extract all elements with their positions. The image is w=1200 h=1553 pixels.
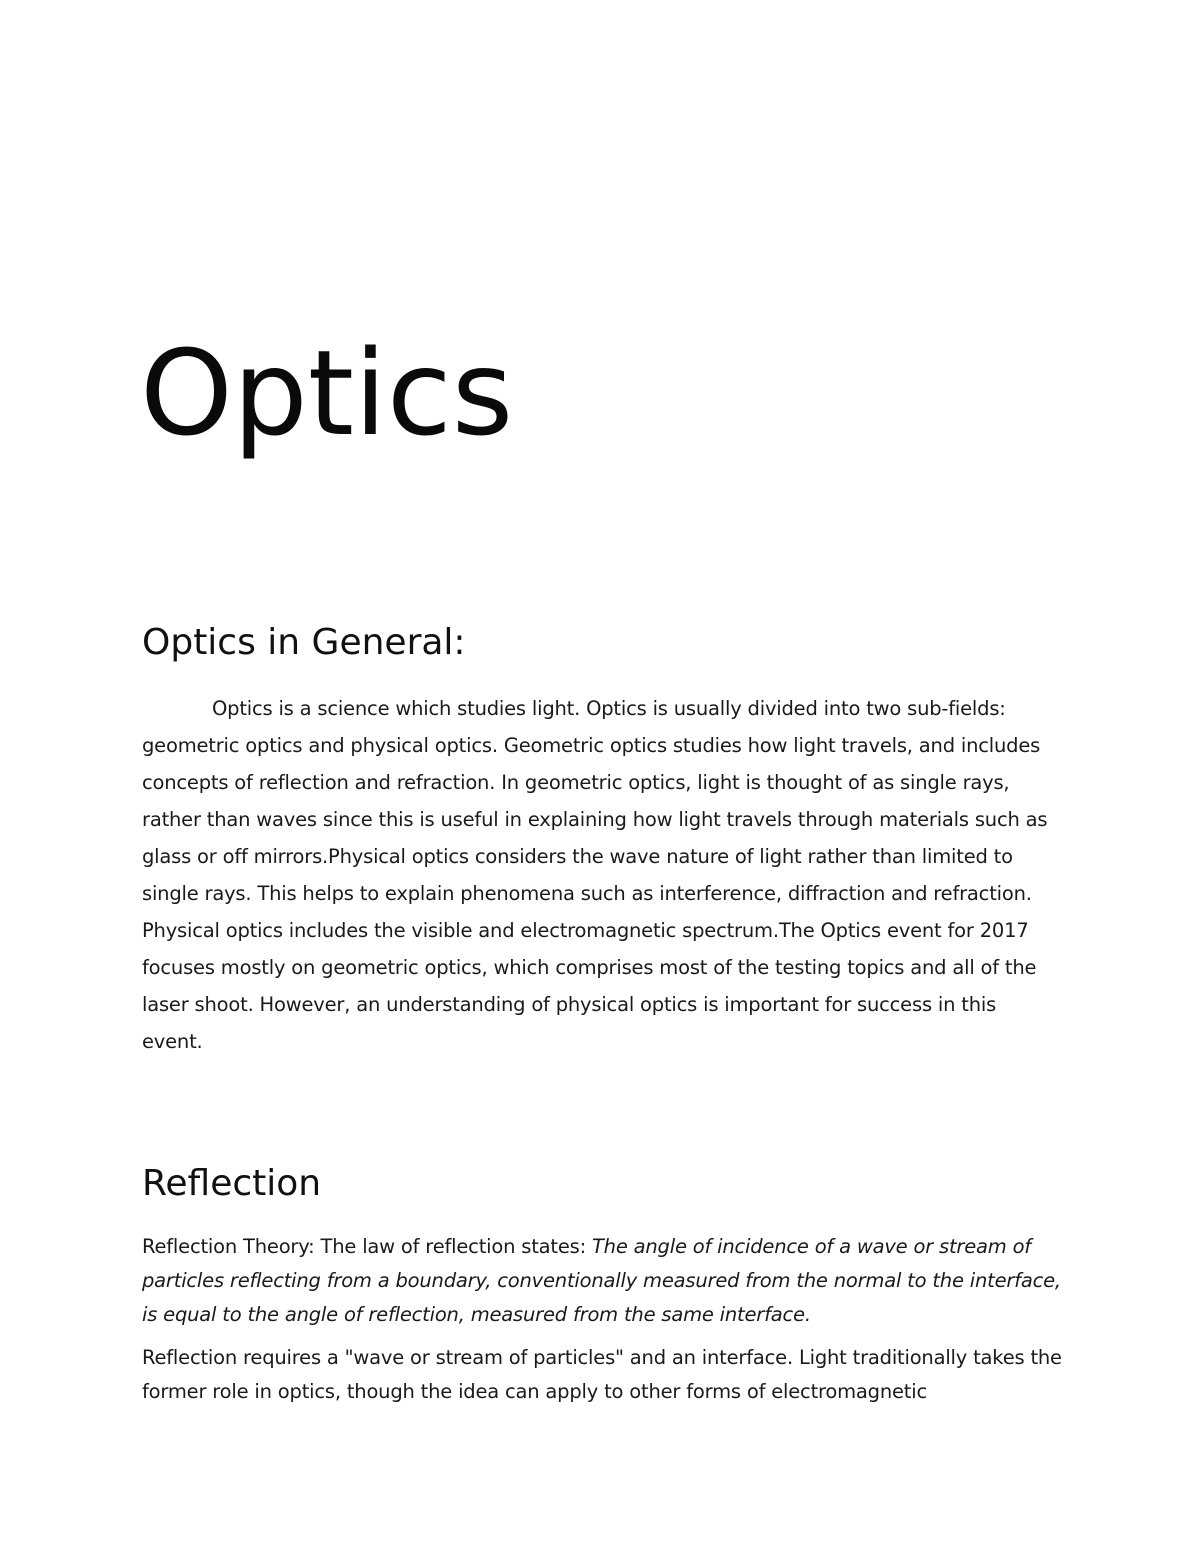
reflection-body-paragraph: Reflection requires a "wave or stream of particles" and an interface. Light traditionally takes the former role in optics, though the idea can apply to other forms of electromagnetic: [142, 1346, 1062, 1403]
reflection-law-quote: The angle of incidence of a wave or stream of particles reflecting from a boundary, conventionally measured from the normal to the interface, is equal to the angle of reflection, measured from the same interface.: [142, 1235, 1061, 1326]
document-title: Optics: [140, 324, 514, 462]
section-heading-general: Optics in General:: [142, 622, 466, 663]
reflection-theory-paragraph: [142, 1230, 1062, 1332]
section-heading-reflection: Reflection: [142, 1163, 322, 1204]
reflection-theory-lead: Reflection Theory: The law of reflection states:: [142, 1235, 592, 1258]
general-paragraph: Optics is a science which studies light. Optics is usually divided into two sub-fields: geometric optics and physical optics. Geometric optics studies how light travels, and includes concepts of reflection and refraction. In geometric optics, light is thought of as single rays, rather than waves since this is useful in explaining how light travels through materials such as glass or off mirrors.Physical optics considers the wave nature of light rather than limited to single rays. This helps to explain phenomena such as interference, diffraction and refraction. Physical optics includes the visible and electromagnetic spectrum.The Optics event for 2017 focuses mostly on geometric optics, which comprises most of the testing topics and all of the laser shoot. However, an understanding of physical optics is important for success in this event.: [142, 697, 1048, 1053]
